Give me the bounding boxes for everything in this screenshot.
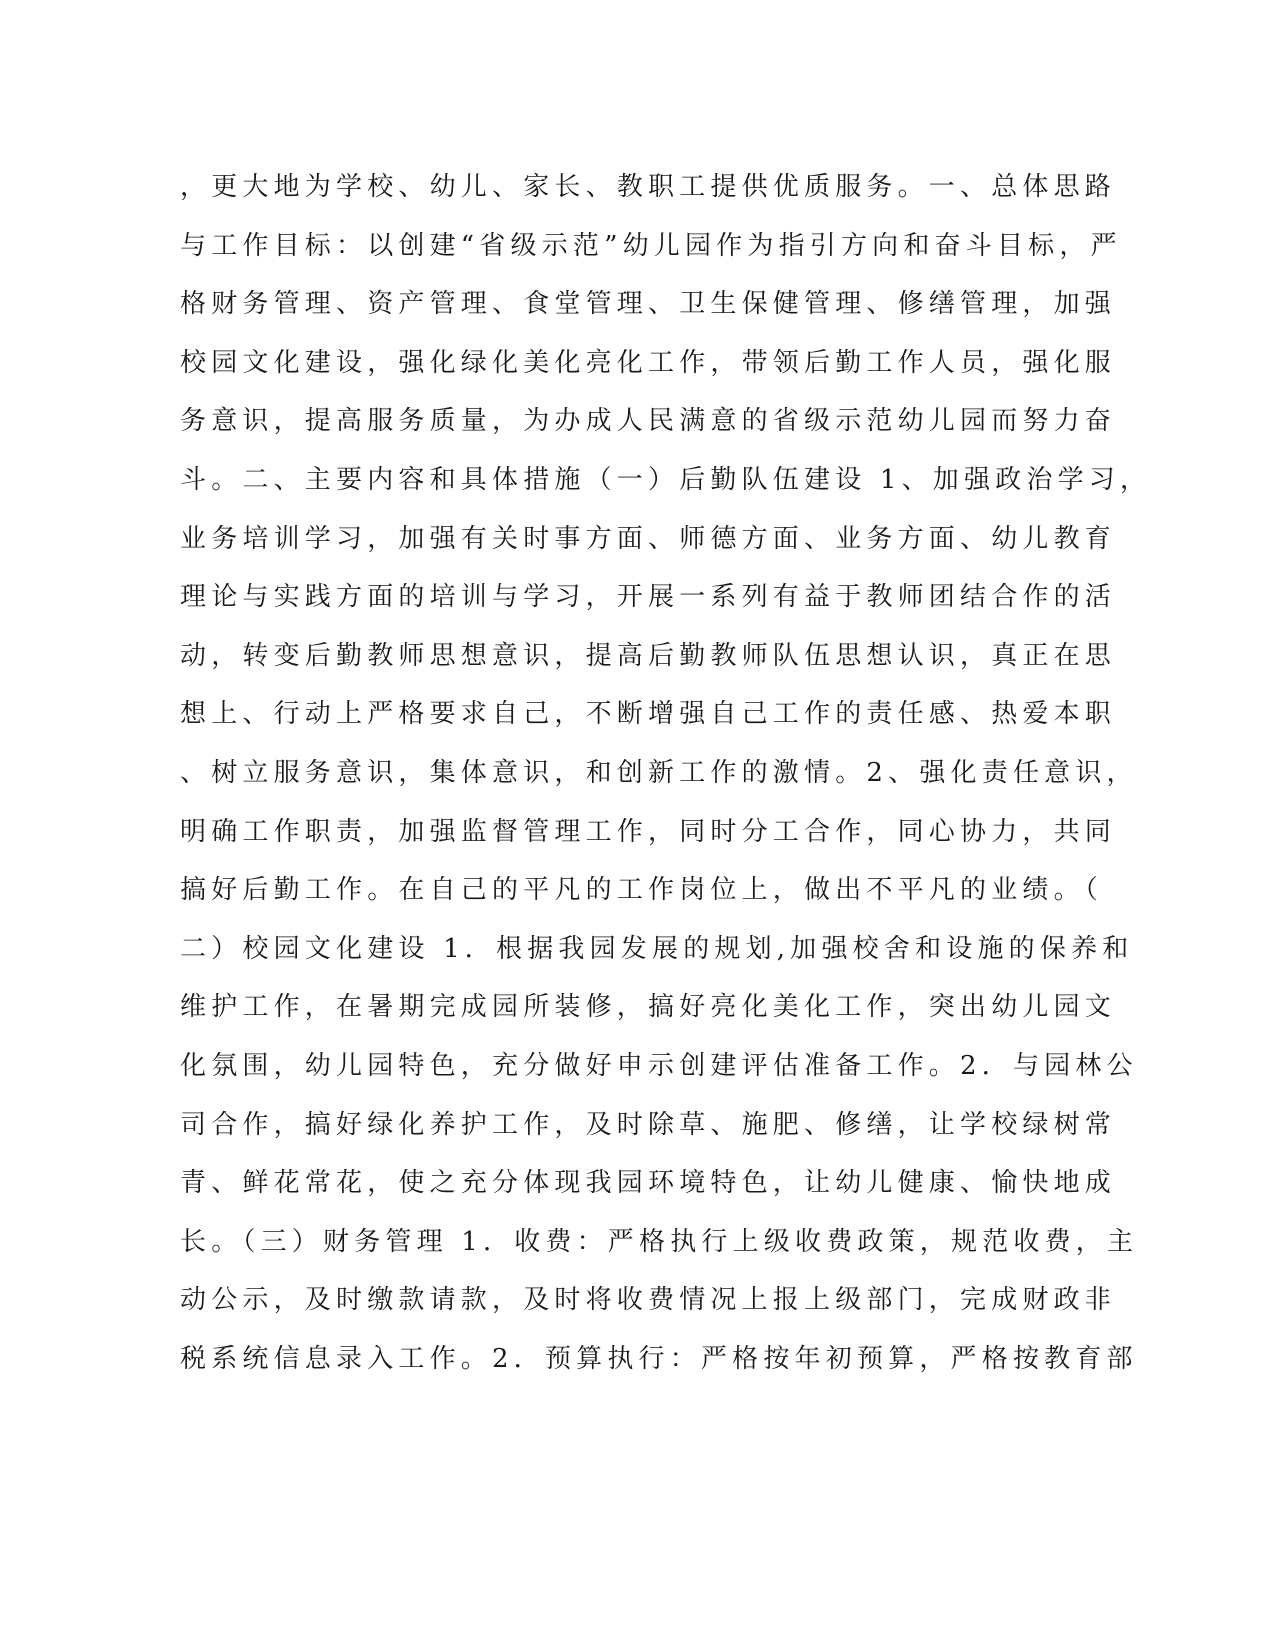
text-line: 明确工作职责，加强监督管理工作，同时分工合作，同心协力，共同: [180, 816, 1117, 847]
text-line: 校园文化建设，强化绿化美化亮化工作，带领后勤工作人员，强化服: [180, 347, 1117, 378]
text-line: 理论与实践方面的培训与学习，开展一系列有益于教师团结合作的活: [180, 582, 1117, 613]
text-line: 想上、行动上严格要求自己，不断增强自己工作的责任感、热爱本职: [180, 699, 1117, 730]
text-line: 务意识，提高服务质量，为办成人民满意的省级示范幼儿园而努力奋: [180, 406, 1117, 437]
body-text: [180, 158, 1152, 1388]
text-line: 斗。二、主要内容和具体措施（一）后勤队伍建设 1、加强政治学习，: [180, 464, 1152, 495]
text-line: 长。（三）财务管理 1．收费：严格执行上级收费政策，规范收费，主: [180, 1226, 1139, 1257]
text-line: 、树立服务意识，集体意识，和创新工作的激情。2、强化责任意识，: [180, 757, 1138, 788]
text-line: 动，转变后勤教师思想意识，提高后勤教师队伍思想认识，真正在思: [180, 640, 1117, 671]
text-line: 与工作目标：以创建“省级示范”幼儿园作为指引方向和奋斗目标，严: [180, 230, 1122, 261]
text-line: 青、鲜花常花，使之充分体现我园环境特色，让幼儿健康、愉快地成: [180, 1168, 1117, 1199]
text-line: 格财务管理、资产管理、食堂管理、卫生保健管理、修缮管理，加强: [180, 289, 1117, 320]
text-line: 税系统信息录入工作。2．预算执行：严格按年初预算，严格按教育部: [180, 1343, 1138, 1374]
text-line: ，更大地为学校、幼儿、家长、教职工提供优质服务。一、总体思路: [180, 172, 1117, 202]
text-line: 搞好后勤工作。在自己的平凡的工作岗位上，做出不平凡的业绩。（: [180, 875, 1104, 906]
text-line: 业务培训学习，加强有关时事方面、师德方面、业务方面、幼儿教育: [180, 523, 1117, 554]
text-line: 化氛围，幼儿园特色，充分做好申示创建评估准备工作。2．与园林公: [180, 1050, 1138, 1081]
text-line: 二）校园文化建设 1．根据我园发展的规划,加强校舍和设施的保养和: [180, 933, 1134, 964]
text-line: 司合作，搞好绿化养护工作，及时除草、施肥、修缮，让学校绿树常: [180, 1109, 1117, 1140]
text-line: 维护工作，在暑期完成园所装修，搞好亮化美化工作，突出幼儿园文: [180, 992, 1117, 1023]
text-line: 动公示，及时缴款请款，及时将收费情况上报上级部门，完成财政非: [180, 1285, 1117, 1316]
